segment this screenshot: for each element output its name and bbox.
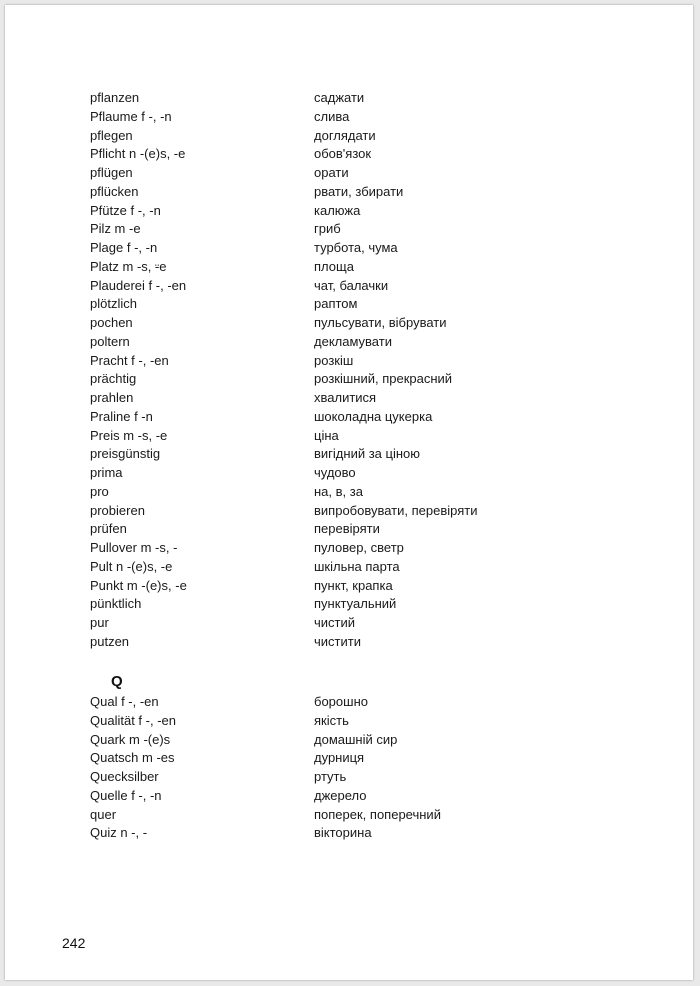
- section-p-entries: [90, 89, 610, 652]
- entry-row: [90, 558, 610, 577]
- ukrainian-translation: ртуть: [314, 769, 347, 784]
- german-word: Pullover m -s, -: [90, 540, 178, 555]
- ukrainian-translation: якість: [314, 712, 349, 728]
- german-word: plötzlich: [90, 296, 137, 312]
- entry-row: [90, 749, 610, 768]
- entry-row: [90, 712, 610, 731]
- ukrainian-translation: чудово: [314, 465, 356, 480]
- german-word: Quiz n -, -: [90, 825, 148, 841]
- ukrainian-translation: джерело: [314, 787, 367, 803]
- dictionary-page: [5, 5, 693, 980]
- entry-row: [90, 693, 610, 712]
- entry-row: [90, 445, 610, 464]
- ukrainian-translation: турбота, чума: [314, 240, 398, 255]
- german-word: pur: [90, 615, 109, 630]
- german-word: Pfütze f -, -n: [90, 202, 161, 218]
- entry-row: [90, 352, 610, 371]
- entry-row: [90, 370, 610, 389]
- german-word: pflücken: [90, 183, 139, 199]
- german-word: Pult n -(e)s, -e: [90, 558, 173, 574]
- ukrainian-translation: чистий: [314, 615, 356, 630]
- ukrainian-translation: чистити: [314, 633, 361, 649]
- german-word: Punkt m -(e)s, -e: [90, 577, 187, 593]
- entry-row: [90, 277, 610, 296]
- ukrainian-translation: перевіряти: [314, 521, 380, 537]
- entry-row: [90, 145, 610, 164]
- german-word: poltern: [90, 333, 130, 349]
- german-word: quer: [90, 806, 117, 822]
- ukrainian-translation: ціна: [314, 427, 339, 443]
- entry-row: [90, 333, 610, 352]
- entry-row: [90, 824, 610, 843]
- german-word: putzen: [90, 633, 130, 649]
- entry-row: [90, 127, 610, 146]
- ukrainian-translation: слива: [314, 108, 350, 124]
- entry-row: [90, 164, 610, 183]
- entry-row: [90, 595, 610, 614]
- ukrainian-translation: шкільна парта: [314, 558, 400, 574]
- ukrainian-translation: вигідний за ціною: [314, 446, 420, 462]
- german-word: prüfen: [90, 521, 127, 537]
- ukrainian-translation: доглядати: [314, 127, 376, 143]
- ukrainian-translation: хвалитися: [314, 390, 377, 405]
- entry-row: [90, 108, 610, 127]
- german-word: Quelle f -, -n: [90, 787, 162, 803]
- german-word: pochen: [90, 315, 133, 330]
- entry-row: [90, 427, 610, 446]
- entry-row: [90, 314, 610, 333]
- german-word: pünktlich: [90, 596, 142, 612]
- german-word: Pflicht n -(e)s, -e: [90, 146, 186, 162]
- ukrainian-translation: калюжа: [314, 202, 361, 218]
- german-word: Qualität f -, -en: [90, 712, 176, 728]
- german-word: Quatsch m -es: [90, 750, 175, 766]
- entry-row: [90, 183, 610, 202]
- section-q-entries: [90, 693, 610, 843]
- entry-row: [90, 539, 610, 558]
- ukrainian-translation: шоколадна цукерка: [314, 408, 433, 424]
- ukrainian-translation: пульсувати, вібрувати: [314, 315, 447, 330]
- german-word: Pflaume f -, -n: [90, 108, 172, 124]
- german-word: prahlen: [90, 390, 134, 405]
- entry-row: [90, 389, 610, 408]
- german-word: prima: [90, 465, 123, 480]
- german-word: Plauderei f -, -en: [90, 277, 187, 293]
- ukrainian-translation: вікторина: [314, 825, 372, 841]
- ukrainian-translation: орати: [314, 165, 349, 180]
- ukrainian-translation: домашній сир: [314, 731, 398, 747]
- page-number: 242: [62, 935, 86, 951]
- entry-row: [90, 408, 610, 427]
- german-word: preisgünstig: [90, 446, 161, 462]
- ukrainian-translation: пункт, крапка: [314, 577, 393, 593]
- entry-row: [90, 483, 610, 502]
- ukrainian-translation: раптом: [314, 296, 358, 312]
- ukrainian-translation: декламувати: [314, 333, 392, 349]
- german-word: Praline f -n: [90, 408, 153, 424]
- entry-row: [90, 633, 610, 652]
- german-word: pflügen: [90, 165, 133, 180]
- entry-row: [90, 220, 610, 239]
- german-word: Preis m -s, -e: [90, 427, 168, 443]
- ukrainian-translation: поперек, поперечний: [314, 806, 441, 822]
- ukrainian-translation: пуловер, светр: [314, 540, 404, 555]
- german-word: Quecksilber: [90, 769, 159, 784]
- german-word: Qual f -, -en: [90, 694, 159, 709]
- entry-row: [90, 520, 610, 539]
- ukrainian-translation: саджати: [314, 90, 365, 105]
- entry-row: [90, 768, 610, 787]
- ukrainian-translation: площа: [314, 258, 354, 274]
- entry-row: [90, 89, 610, 108]
- ukrainian-translation: борошно: [314, 694, 368, 709]
- german-word: pro: [90, 483, 109, 499]
- german-word: Pracht f -, -en: [90, 352, 169, 368]
- german-word: Platz m -s, ⸚e: [90, 258, 167, 274]
- ukrainian-translation: пунктуальний: [314, 596, 397, 612]
- entry-row: [90, 806, 610, 825]
- section-letter-heading: Q: [111, 673, 123, 690]
- entry-row: [90, 464, 610, 483]
- german-word: Pilz m -e: [90, 221, 141, 237]
- ukrainian-translation: випробовувати, перевіряти: [314, 502, 478, 518]
- ukrainian-translation: на, в, за: [314, 483, 363, 499]
- ukrainian-translation: рвати, збирати: [314, 183, 404, 199]
- ukrainian-translation: дурниця: [314, 750, 365, 766]
- ukrainian-translation: обов'язок: [314, 146, 372, 162]
- german-word: pflegen: [90, 127, 133, 143]
- entry-row: [90, 502, 610, 521]
- entry-row: [90, 577, 610, 596]
- ukrainian-translation: розкішний, прекрасний: [314, 371, 453, 387]
- ukrainian-translation: гриб: [314, 221, 341, 237]
- german-word: probieren: [90, 502, 145, 518]
- german-word: Quark m -(e)s: [90, 731, 171, 747]
- ukrainian-translation: розкіш: [314, 352, 354, 368]
- entry-row: [90, 258, 610, 277]
- entry-row: [90, 787, 610, 806]
- german-word: Plage f -, -n: [90, 240, 158, 255]
- entry-row: [90, 614, 610, 633]
- entry-row: [90, 202, 610, 221]
- entry-row: [90, 731, 610, 750]
- german-word: prächtig: [90, 371, 137, 387]
- entry-row: [90, 295, 610, 314]
- entry-row: [90, 239, 610, 258]
- german-word: pflanzen: [90, 90, 140, 105]
- ukrainian-translation: чат, балачки: [314, 277, 389, 293]
